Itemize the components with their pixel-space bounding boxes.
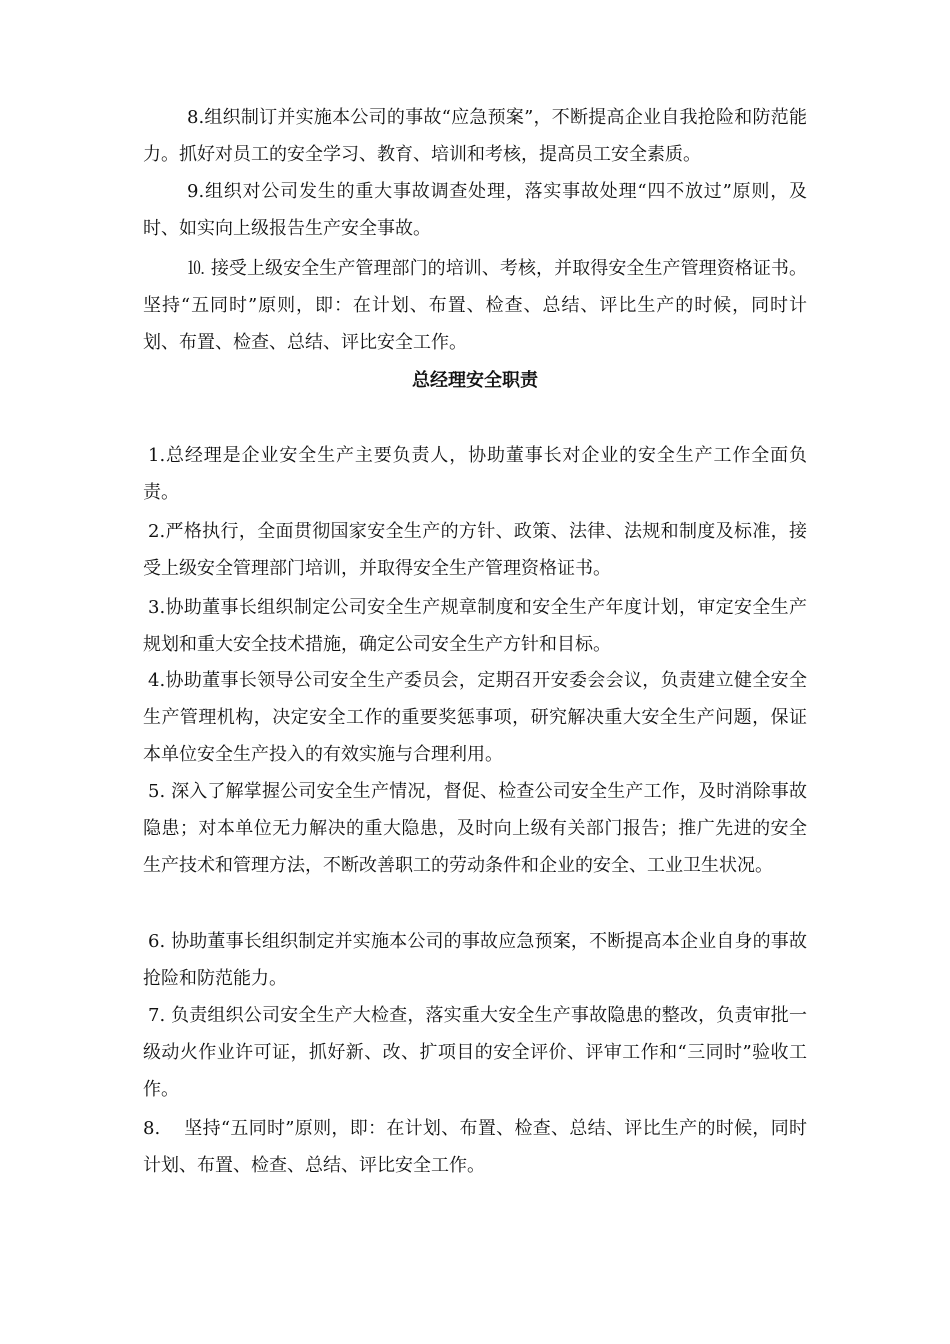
duty-item-7: 7. 负责组织公司安全生产大检查，落实重大安全生产事故隐患的整改，负责审批一级动火作业许可证，抓好新、改、扩项目的安全评价、评审工作和“三同时”验收工作。 bbox=[143, 1005, 807, 1100]
duty-item-2: 2.严格执行，全面贯彻国家安全生产的方针、政策、法律、法规和制度及标准，接受上级安全管理部门培训，并取得安全生产管理资格证书。 bbox=[143, 521, 807, 579]
section-title: 总经理安全职责 bbox=[412, 370, 538, 391]
paragraph-item-10: ⒑ 接受上级安全生产管理部门的培训、考核，并取得安全生产管理资格证书。坚持“五同时”原则，即：在计划、布置、检查、总结、评比生产的时候，同时计划、布置、检查、总结、评比安全工作。 bbox=[143, 258, 807, 353]
duty-item-6: 6. 协助董事长组织制定并实施本公司的事故应急预案，不断提高本企业自身的事故抢险和防范能力。 bbox=[143, 931, 807, 989]
duty-item-1: 1.总经理是企业安全生产主要负责人，协助董事长对企业的安全生产工作全面负责。 bbox=[143, 445, 807, 503]
paragraph-item-9: 9.组织对公司发生的重大事故调查处理，落实事故处理“四不放过”原则，及时、如实向上级报告生产安全事故。 bbox=[143, 181, 807, 239]
paragraph-item-8: 8.组织制订并实施本公司的事故“应急预案”，不断提高企业自我抢险和防范能力。抓好对员工的安全学习、教育、培训和考核，提高员工安全素质。 bbox=[143, 107, 807, 165]
duty-item-8: 8. 坚持“五同时”原则，即：在计划、布置、检查、总结、评比生产的时候，同时计划、布置、检查、总结、评比安全工作。 bbox=[143, 1118, 807, 1176]
duty-item-3: 3.协助董事长组织制定公司安全生产规章制度和安全生产年度计划，审定安全生产规划和重大安全技术措施，确定公司安全生产方针和目标。 bbox=[143, 597, 807, 655]
duty-item-4: 4.协助董事长领导公司安全生产委员会，定期召开安委会会议，负责建立健全安全生产管理机构，决定安全工作的重要奖惩事项，研究解决重大安全生产问题，保证本单位安全生产投入的有效实施与合理利用。 bbox=[143, 670, 807, 765]
duty-item-5: 5. 深入了解掌握公司安全生产情况，督促、检查公司安全生产工作，及时消除事故隐患；对本单位无力解决的重大隐患，及时向上级有关部门报告；推广先进的安全生产技术和管理方法，不断改善职工的劳动条件和企业的安全、工业卫生状况。 bbox=[143, 781, 807, 876]
